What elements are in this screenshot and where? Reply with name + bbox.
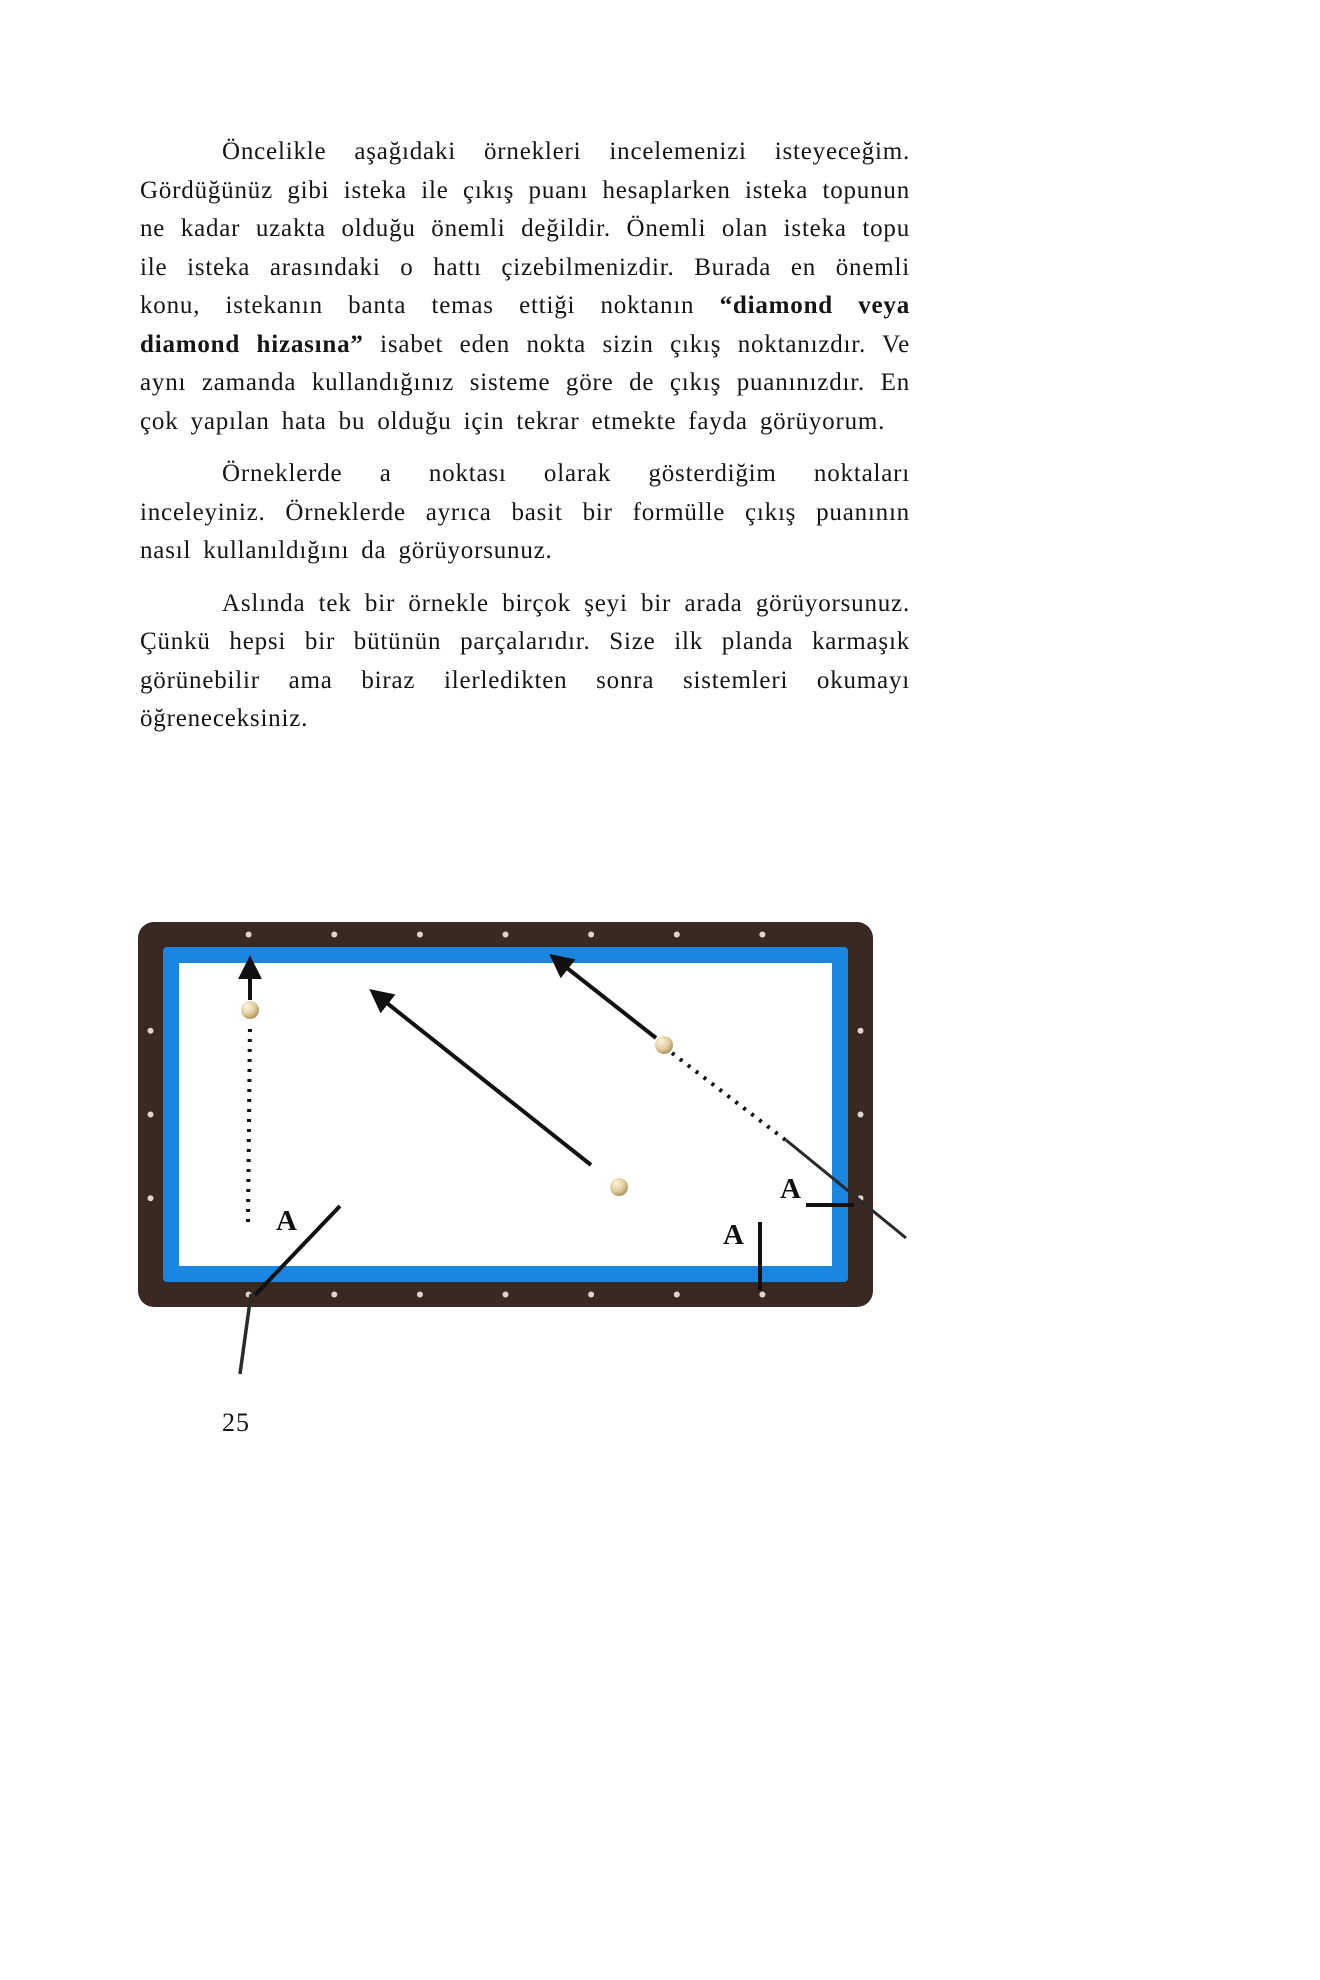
body-text [140, 133, 910, 753]
paragraph-1-text-cont: isabet eden nokta sizin çıkış noktanızdır. Ve aynı zamanda kullandığınız sisteme göre de çıkış puanınızdır. En çok yapılan hata bu olduğu için tekrar etmekte fayda görüyorum. [140, 330, 911, 435]
label-a-bottom-right: A [723, 1219, 744, 1251]
paragraph-2-text: Örneklerde a noktası olarak gösterdiğim noktaları inceleyiniz. Örneklerde ayrıca basit bir formülle çıkış puanının nasıl kullanıldığını da görüyorsunuz. [140, 460, 910, 564]
label-a-right: A [780, 1173, 801, 1205]
cue-ball-left [241, 1001, 259, 1019]
paragraph-3-text: Aslında tek bir örnekle birçok şeyi bir arada görüyorsunuz. Çünkü hepsi bir bütünün parçalarıdır. Size ilk planda karmaşık görünebilir ama biraz ilerledikten sonra sistemleri okumayı öğreneceksiniz. [140, 589, 910, 732]
paragraph-1 [140, 133, 910, 441]
paragraph-1-text: Öncelikle aşağıdaki örnekleri incelemenizi isteyeceğim. Gördüğünüz gibi isteka ile çıkış puanı hesaplarken isteka topunun ne kadar uzakta olduğu önemli değildir. Önemli olan isteka topu ile isteka arasındaki o hattı çizebilmenizdir. Burada en önemli konu, istekanın banta temas ettiği noktanın [140, 138, 910, 319]
page-number: 25 [222, 1408, 250, 1437]
label-a-left: A [276, 1205, 297, 1237]
paragraph-2 [140, 455, 910, 571]
billiard-diagram [138, 922, 928, 1387]
ball-right [655, 1036, 673, 1054]
paragraph-3 [140, 585, 910, 739]
billiard-table-figure [138, 922, 928, 1387]
paragraph-1-bold-phrase: “diamond veya diamond hizasına” [140, 292, 910, 358]
ball-middle [610, 1178, 628, 1196]
